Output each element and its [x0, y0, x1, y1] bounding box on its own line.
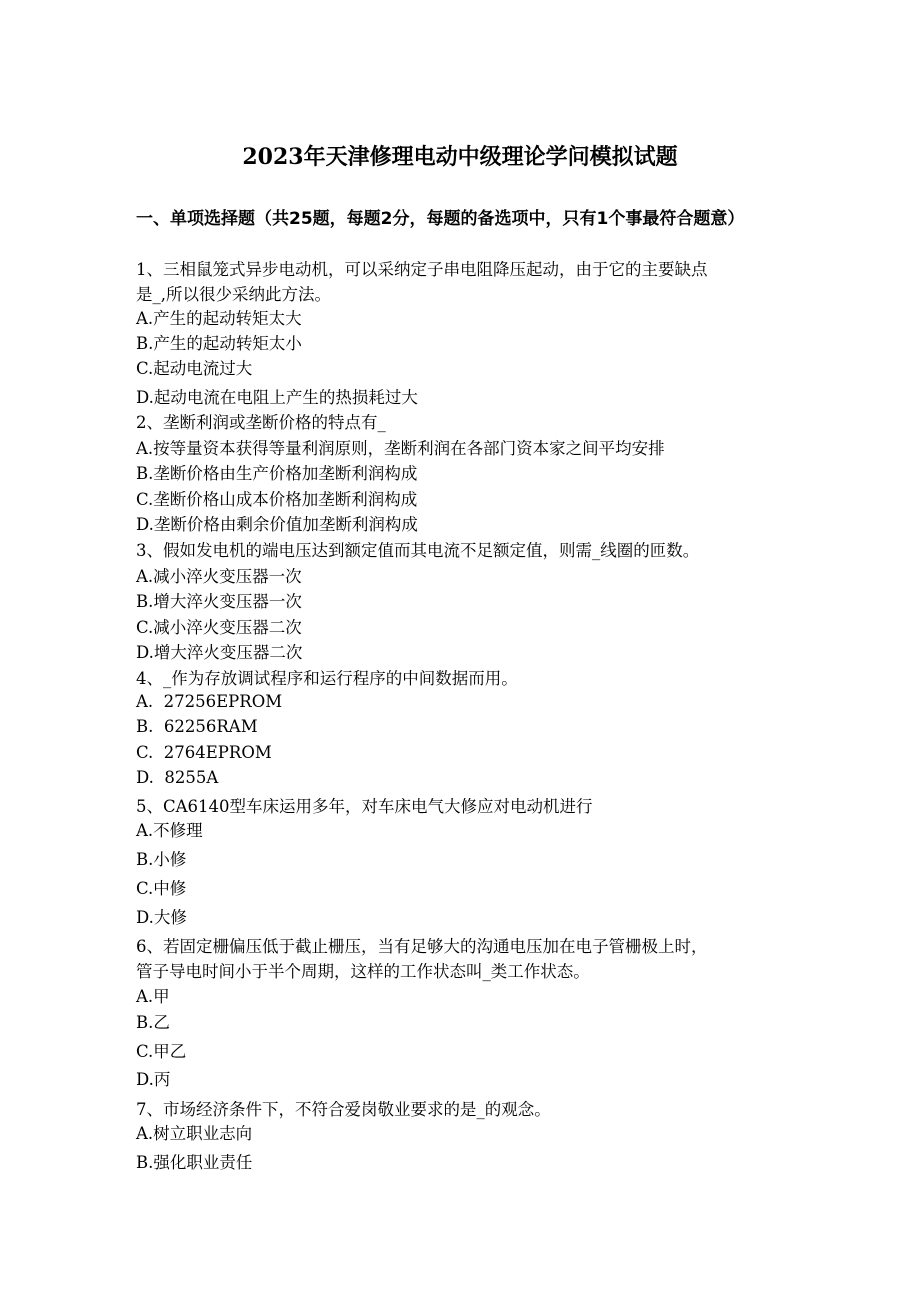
- question-4-option-c: C. 2764EPROM: [136, 743, 272, 762]
- question-6-option-b: B.乙: [136, 1013, 170, 1032]
- question-6-option-a: A.甲: [136, 987, 170, 1006]
- question-1-option-d: D.起动电流在电阻上产生的热损耗过大: [136, 388, 418, 407]
- question-4-option-a: A. 27256EPROM: [136, 692, 283, 711]
- question-2-stem: 2、垄断利润或垄断价格的特点有_: [136, 413, 386, 432]
- section-heading: 一、单项选择题（共25题，每题2分，每题的备选项中，只有1个事最符合题意）: [136, 209, 745, 229]
- question-3-option-c: C.减小淬火变压器二次: [136, 618, 302, 637]
- question-3-stem: 3、假如发电机的端电压达到额定值而其电流不足额定值，则需_线圈的匝数。: [136, 541, 700, 560]
- question-6-option-d: D.丙: [136, 1070, 171, 1089]
- question-5-option-a: A.不修理: [136, 821, 203, 840]
- document-title: 2023年天津修理电动中级理论学问模拟试题: [242, 144, 678, 170]
- question-7-option-b: B.强化职业责任: [136, 1153, 253, 1172]
- question-5-stem: 5、CA6140型车床运用多年，对车床电气大修应对电动机进行: [136, 797, 593, 816]
- question-5-option-d: D.大修: [136, 908, 187, 927]
- question-1-line-1: 1、三相鼠笼式异步电动机，可以采纳定子串电阻降压起动，由于它的主要缺点: [136, 260, 708, 279]
- question-1-line-2: 是_,所以很少采纳此方法。: [136, 285, 331, 304]
- question-1-option-a: A.产生的起动转矩太大: [136, 309, 302, 328]
- question-6-line-2: 管子导电时间小于半个周期，这样的工作状态叫_类工作状态。: [136, 962, 590, 981]
- question-6-option-c: C.甲乙: [136, 1042, 187, 1061]
- question-4-option-b: B. 62256RAM: [136, 717, 258, 736]
- question-2-option-a: A.按等量资本获得等量利润原则，垄断利润在各部门资本家之间平均安排: [136, 439, 665, 458]
- question-7-stem: 7、市场经济条件下，不符合爱岗敬业要求的是_的观念。: [136, 1100, 551, 1119]
- question-2-option-d: D.垄断价格由剩余价值加垄断利润构成: [136, 515, 418, 534]
- question-5-option-c: C.中修: [136, 879, 187, 898]
- question-3-option-d: D.增大淬火变压器二次: [136, 643, 303, 662]
- question-1-option-b: B.产生的起动转矩太小: [136, 334, 302, 353]
- question-2-option-c: C.垄断价格山成本价格加垄断利润构成: [136, 490, 418, 509]
- question-6-line-1: 6、若固定栅偏压低于截止栅压，当有足够大的沟通电压加在电子管栅极上时，: [136, 937, 708, 956]
- question-7-option-a: A.树立职业志向: [136, 1124, 253, 1143]
- question-3-option-a: A.减小淬火变压器一次: [136, 567, 302, 586]
- question-4-stem: 4、_作为存放调试程序和运行程序的中间数据而用。: [136, 669, 518, 688]
- question-3-option-b: B.增大淬火变压器一次: [136, 592, 302, 611]
- question-4-option-d: D. 8255A: [136, 768, 219, 787]
- question-5-option-b: B.小修: [136, 850, 187, 869]
- question-1-option-c: C.起动电流过大: [136, 359, 253, 378]
- question-2-option-b: B.垄断价格由生产价格加垄断利润构成: [136, 464, 418, 483]
